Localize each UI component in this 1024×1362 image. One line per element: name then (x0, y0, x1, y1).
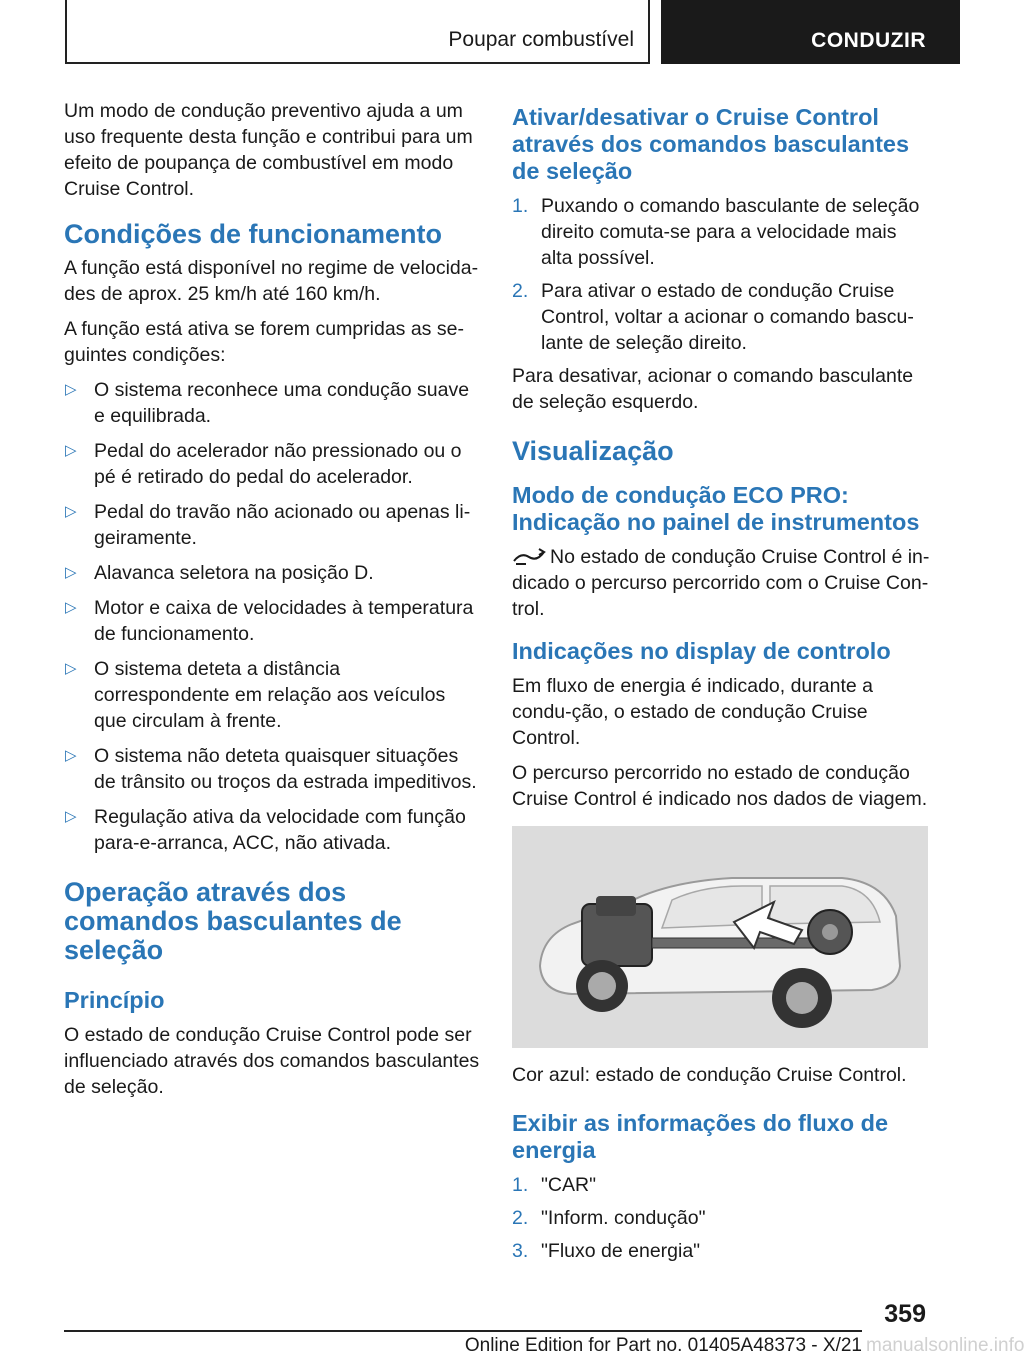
paragraph-eco-pro: No estado de condução Cruise Control é in-dicado o percurso percorrido com o Cruise Con-trol. (512, 546, 930, 620)
triangle-bullet-icon: ▷ (65, 442, 77, 459)
intro-paragraph: Um modo de condução preventivo ajuda a um uso frequente desta função e contribui para um efeito de poupança de combustível em modo Cruise Control. (64, 100, 473, 200)
list-item: 3. "Fluxo de energia" (512, 1240, 701, 1262)
triangle-bullet-icon: ▷ (65, 381, 77, 398)
heading-operation: Operação através dos comandos basculantes de seleção (64, 877, 402, 965)
header-chapter-title: CONDUZIR (811, 29, 926, 52)
triangle-bullet-icon: ▷ (65, 599, 77, 616)
list-item: ▷ Pedal do acelerador não pressionado ou o pé é retirado do pedal do acelerador. (65, 440, 462, 488)
heading-control-display: Indicações no display de controlo (512, 638, 891, 664)
heading-eco-pro: Modo de condução ECO PRO: Indicação no painel de instrumentos (512, 482, 920, 535)
page-header (0, 0, 960, 66)
footer-edition: Online Edition for Part no. 01405A48373 - X/21 (464, 1335, 862, 1356)
figure-caption: Cor azul: estado de condução Cruise Control. (512, 1064, 907, 1086)
footer-watermark: manualsonline.info (866, 1335, 1024, 1356)
page-number: 359 (884, 1300, 926, 1328)
heading-conditions: Condições de funcionamento (64, 219, 443, 249)
heading-display: Visualização (512, 436, 674, 466)
conditions-list (64, 377, 480, 856)
list-item: ▷ Pedal do travão não acionado ou apenas li-geiramente. (65, 501, 471, 549)
header-section-box (65, 0, 650, 64)
paragraph-principle: O estado de condução Cruise Control pode ser influenciado através dos comandos basculantes de seleção. (64, 1024, 480, 1098)
paragraph-deactivate: Para desativar, acionar o comando basculante de seleção esquerdo. (512, 365, 914, 413)
triangle-bullet-icon: ▷ (65, 747, 77, 764)
triangle-bullet-icon: ▷ (65, 503, 77, 520)
list-item: 2. "Inform. condução" (512, 1207, 706, 1229)
list-item: ▷ Regulação ativa da velocidade com função para-e-arranca, ACC, não ativada. (65, 806, 466, 854)
heading-show-energy-flow: Exibir as informações do fluxo de energia (512, 1110, 889, 1163)
list-item: ▷ Motor e caixa de velocidades à temperatura de funcionamento. (65, 597, 474, 645)
heading-toggle: Ativar/desativar o Cruise Control através dos comandos basculantes de seleção (512, 104, 910, 184)
paragraph-energy-flow: Em fluxo de energia é indicado, durante a condu-ção, o estado de condução Cruise Control. (512, 675, 873, 749)
car-illustration (512, 826, 928, 1048)
list-item: ▷ O sistema reconhece uma condução suave e equilibrada. (65, 379, 470, 427)
left-column (64, 98, 480, 1109)
list-item: 1. Puxando o comando basculante de seleção direito comuta-se para a velocidade mais alta possível. (512, 195, 920, 269)
car-drivetrain-illustration (512, 826, 928, 1048)
menu-path-list (512, 1172, 930, 1264)
list-item: ▷ Alavanca seletora na posição D. (65, 562, 374, 584)
heading-principle: Princípio (64, 987, 165, 1013)
header-section-title: Poupar combustível (448, 28, 634, 51)
list-item: 2. Para ativar o estado de condução Cruise Control, voltar a acionar o comando bascu-lante de seleção direito. (512, 280, 914, 354)
triangle-bullet-icon: ▷ (65, 808, 77, 825)
toggle-steps-list (512, 193, 930, 356)
right-column (512, 98, 930, 1271)
list-item: ▷ O sistema deteta a distância correspondente em relação aos veículos que circulam à frente. (65, 658, 446, 732)
triangle-bullet-icon: ▷ (65, 660, 77, 677)
paragraph-active: A função está ativa se forem cumpridas as se-guintes condições: (64, 318, 464, 366)
header-chapter-tab (661, 0, 960, 64)
triangle-bullet-icon: ▷ (65, 564, 77, 581)
paragraph-route: O percurso percorrido no estado de condução Cruise Control é indicado nos dados de viagem. (512, 762, 928, 810)
paragraph-available: A função está disponível no regime de velocida-des de aprox. 25 km/h até 160 km/h. (64, 257, 479, 305)
list-item: ▷ O sistema não deteta quaisquer situações de trânsito ou troços da estrada impeditivos. (65, 745, 477, 793)
cruise-sailing-icon (512, 546, 546, 566)
list-item: 1. "CAR" (512, 1174, 597, 1196)
footer-divider (64, 1330, 862, 1332)
